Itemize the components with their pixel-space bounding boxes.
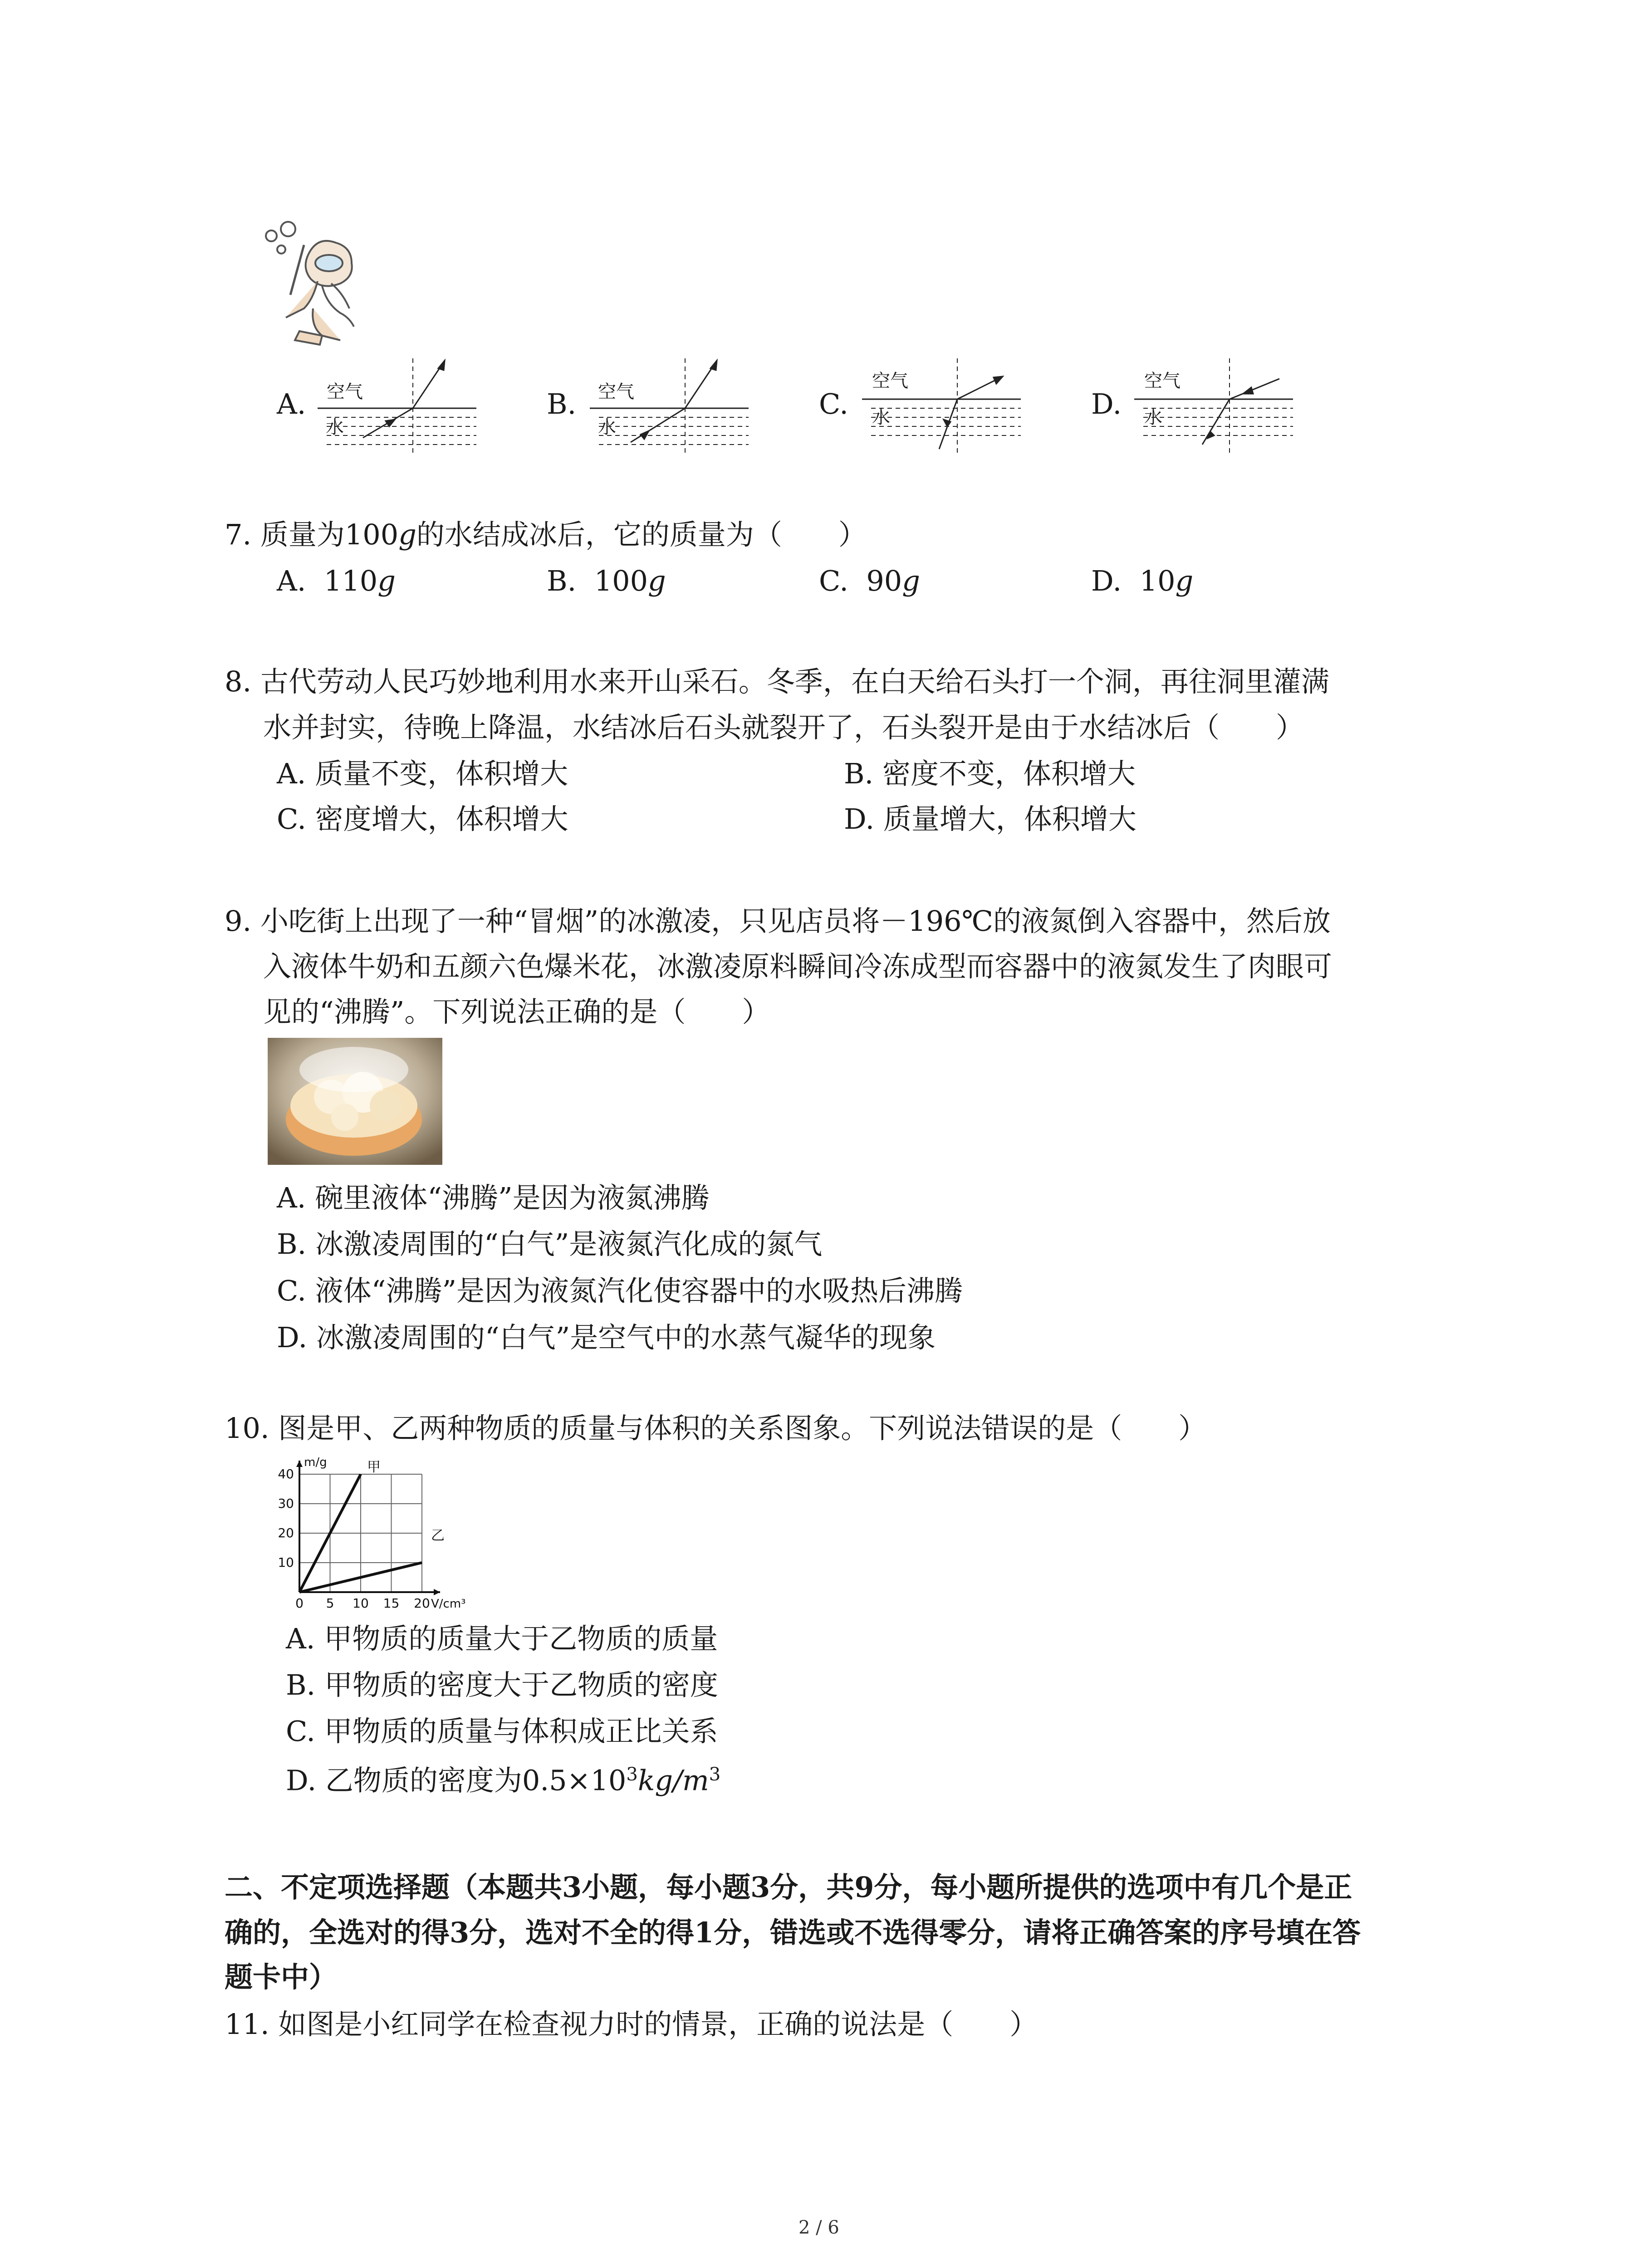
option-label: C. — [819, 564, 848, 597]
option-value: 10 — [1139, 564, 1176, 597]
option-d-text: D. 乙物质的密度为0.5×10 — [286, 1764, 627, 1797]
option-label: A. — [277, 564, 306, 597]
option-d-unit-exponent: 3 — [709, 1764, 721, 1785]
q10-option-c: C. 甲物质的质量与体积成正比关系 — [286, 1715, 718, 1748]
option-value: 110 — [323, 564, 378, 597]
q6-diagram-a — [318, 354, 481, 458]
q6-option-c-label: C. — [819, 387, 848, 420]
q8-line1: 8. 古代劳动人民巧妙地利用水来开山采石。冬季，在白天给石头打一个洞，再往洞里灌满 — [225, 665, 1329, 698]
q7-stem-pre: 7. 质量为100 — [225, 518, 399, 551]
section2-line1: 二、不定项选择题（本题共3小题，每小题3分，共9分，每小题所提供的选项中有几个是正 — [225, 1871, 1352, 1904]
option-unit: g — [377, 564, 396, 597]
q10-stem: 10. 图是甲、乙两种物质的质量与体积的关系图象。下列说法错误的是（ ） — [225, 1412, 1207, 1445]
x-tick-label: 0 — [295, 1596, 304, 1611]
x-axis-arrow — [434, 1589, 440, 1595]
q7-stem-post: 的水结成冰后，它的质量为（ ） — [416, 518, 867, 551]
y-tick-label: 20 — [278, 1525, 294, 1540]
chart-grid — [299, 1474, 422, 1592]
section2-line3: 题卡中） — [225, 1960, 338, 1994]
q11-stem: 11. 如图是小红同学在检查视力时的情景，正确的说法是（ ） — [225, 2008, 1038, 2041]
y-tick-label: 40 — [278, 1466, 294, 1481]
option-value: 100 — [594, 564, 648, 597]
y-tick-label: 30 — [278, 1496, 294, 1511]
x-tick-label: 15 — [383, 1596, 400, 1611]
water-label: 水 — [1144, 407, 1162, 428]
q8-option-c: C. 密度增大，体积增大 — [277, 802, 568, 836]
series-label: 甲 — [367, 1459, 381, 1475]
option-unit: g — [902, 564, 920, 597]
q7-option-b — [547, 564, 666, 597]
option-label: B. — [547, 564, 577, 597]
q10-option-a: A. 甲物质的质量大于乙物质的质量 — [286, 1622, 718, 1655]
q8-option-a: A. 质量不变，体积增大 — [277, 757, 568, 790]
q6-diagram-c — [862, 354, 1025, 458]
q6-option-d-label: D. — [1091, 387, 1122, 420]
q6-diagram-d — [1134, 354, 1298, 458]
water-label: 水 — [872, 407, 890, 428]
q7-option-d — [1091, 564, 1194, 597]
x-tick-label: 5 — [326, 1596, 334, 1611]
q6-option-a-label: A. — [277, 387, 306, 420]
q8-line2: 水并封实，待晚上降温，水结冰后石头就裂开了，石头裂开是由于水结冰后（ ） — [263, 711, 1304, 744]
q9-line2: 入液体牛奶和五颜六色爆米花，冰激凌原料瞬间冷冻成型而容器中的液氮发生了肉眼可 — [263, 950, 1332, 983]
q9-option-a: A. 碗里液体“沸腾”是因为液氮沸腾 — [277, 1181, 710, 1214]
option-d-unit: kg/m — [637, 1764, 709, 1797]
q7-option-a — [277, 564, 396, 597]
option-value: 90 — [866, 564, 902, 597]
water-label: 水 — [598, 417, 616, 438]
series-label: 乙 — [431, 1528, 445, 1544]
q10-option-d — [286, 1765, 720, 1795]
section2-line2: 确的，全选对的得3分，选对不全的得1分，错选或不选得零分，请将正确答案的序号填在答 — [225, 1916, 1361, 1949]
x-axis-label: V/cm³ — [431, 1597, 466, 1611]
option-label: D. — [1091, 564, 1122, 597]
q9-line3: 见的“沸腾”。下列说法正确的是（ ） — [263, 995, 770, 1028]
y-tick-label: 10 — [278, 1555, 294, 1570]
air-label: 空气 — [1144, 371, 1181, 391]
air-label: 空气 — [872, 371, 908, 391]
q7-option-c — [819, 564, 920, 597]
q8-option-b: B. 密度不变，体积增大 — [844, 757, 1136, 790]
air-label: 空气 — [598, 381, 634, 402]
ice-cream-photo — [268, 1038, 442, 1165]
y-axis-arrow — [296, 1461, 303, 1467]
q7-stem — [225, 518, 867, 551]
q9-option-c: C. 液体“沸腾”是因为液氮汽化使容器中的水吸热后沸腾 — [277, 1274, 963, 1307]
option-unit: g — [648, 564, 666, 597]
q8-option-d: D. 质量增大，体积增大 — [844, 802, 1136, 836]
y-axis-label: m/g — [304, 1456, 327, 1469]
q9-line1: 9. 小吃街上出现了一种“冒烟”的冰激凌，只见店员将－196℃的液氮倒入容器中，然后放 — [225, 904, 1331, 938]
q6-option-b-label: B. — [547, 387, 577, 420]
diver-illustration — [254, 218, 390, 354]
air-label: 空气 — [327, 381, 363, 402]
x-tick-label: 10 — [353, 1596, 369, 1611]
mass-volume-chart — [272, 1447, 499, 1619]
x-tick-label: 20 — [414, 1596, 430, 1611]
water-label: 水 — [326, 417, 344, 438]
q6-diagram-b — [590, 354, 753, 458]
page-number: 2 / 6 — [798, 2217, 839, 2238]
q7-unit: g — [398, 518, 416, 551]
q9-option-b: B. 冰激凌周围的“白气”是液氮汽化成的氮气 — [277, 1227, 823, 1261]
q10-option-b: B. 甲物质的密度大于乙物质的密度 — [286, 1668, 718, 1701]
q9-option-d: D. 冰激凌周围的“白气”是空气中的水蒸气凝华的现象 — [277, 1321, 936, 1354]
option-d-exponent: 3 — [626, 1764, 638, 1785]
option-unit: g — [1175, 564, 1194, 597]
